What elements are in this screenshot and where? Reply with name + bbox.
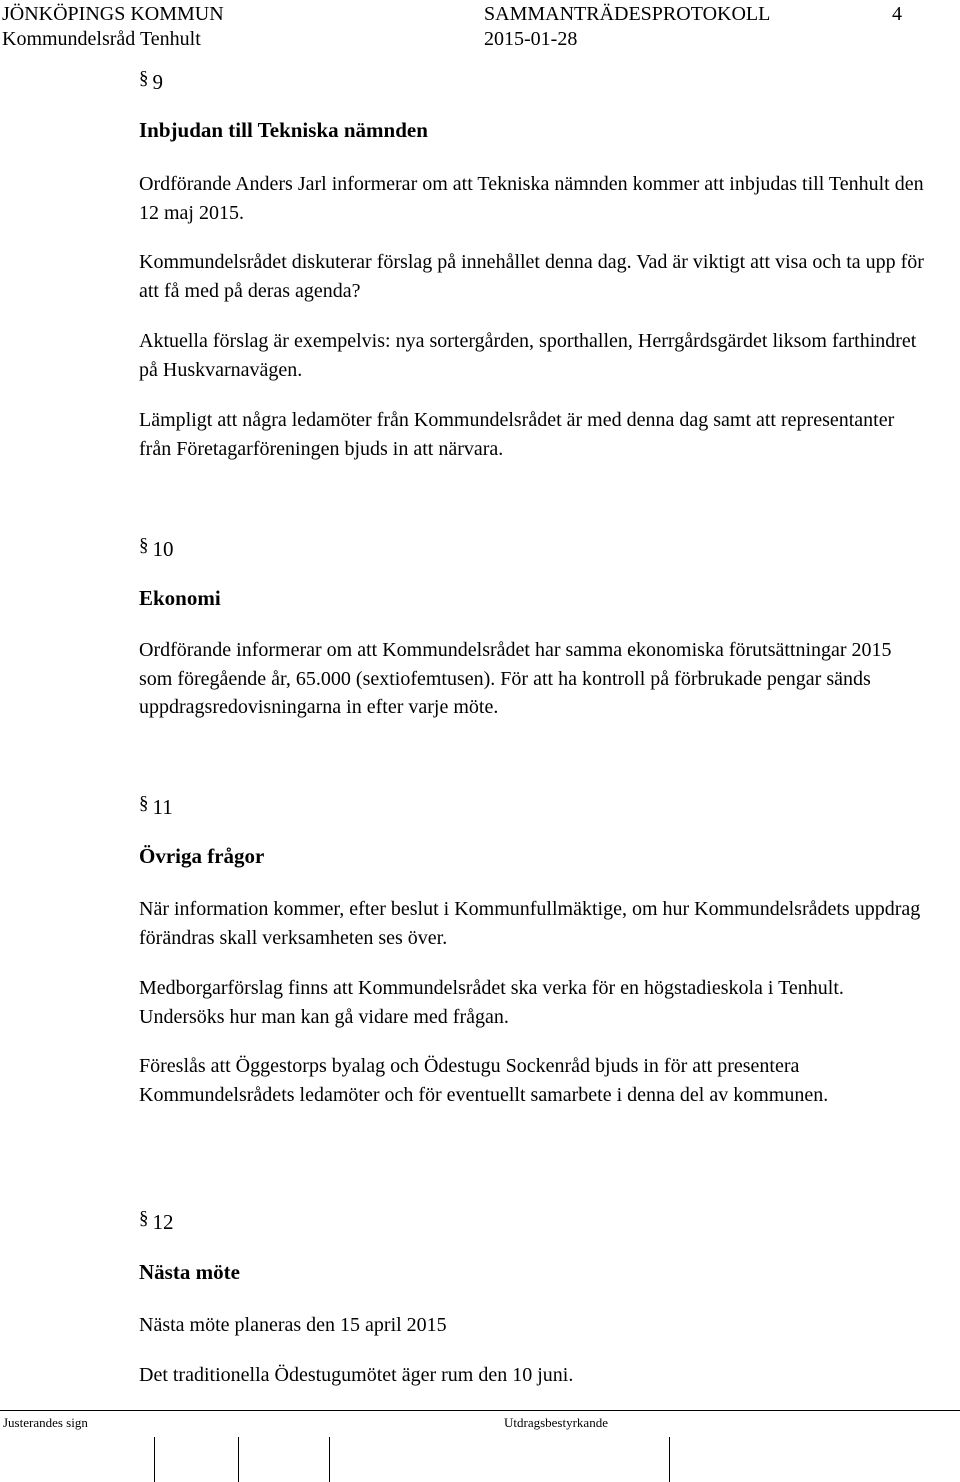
justerandes-sign-label: Justerandes sign bbox=[3, 1415, 88, 1430]
utdragsbestyrkande-label: Utdragsbestyrkande bbox=[504, 1415, 608, 1430]
section-sign-icon: § bbox=[139, 793, 149, 814]
section-number-text: 12 bbox=[152, 1210, 174, 1234]
paragraph: Medborgarförslag finns att Kommundelsrådet ska verka för en högstadieskola i Tenhult. Undersöks hur man kan gå vidare med frågan. bbox=[139, 977, 844, 1028]
footer-divider bbox=[0, 1410, 960, 1411]
section-number-9 bbox=[139, 70, 163, 95]
section-sign-icon: § bbox=[139, 1208, 149, 1229]
paragraph: Kommundelsrådet diskuterar förslag på innehållet denna dag. Vad är viktigt att visa och ta upp för att få med på deras agenda? bbox=[139, 251, 924, 302]
signature-field-divider bbox=[238, 1437, 239, 1482]
paragraph: Aktuella förslag är exempelvis: nya sortergården, sporthallen, Herrgårdsgärdet liksom farthindret på Huskvarnavägen. bbox=[139, 330, 917, 381]
section-number-text: 11 bbox=[152, 795, 173, 819]
section-title-12: Nästa möte bbox=[139, 1260, 240, 1284]
signature-field-divider bbox=[154, 1437, 155, 1482]
section-number-11 bbox=[139, 795, 173, 820]
section-title-9: Inbjudan till Tekniska nämnden bbox=[139, 118, 428, 142]
signature-field-divider bbox=[329, 1437, 330, 1482]
document-type: SAMMANTRÄDESPROTOKOLL bbox=[484, 3, 771, 25]
committee-name: Kommundelsråd Tenhult bbox=[2, 28, 201, 50]
section-number-12 bbox=[139, 1210, 174, 1235]
paragraph: Föreslås att Öggestorps byalag och Ödestugu Sockenråd bjuds in för att presentera Kommundelsrådets ledamöter och för eventuellt samarbete i denna del av kommunen. bbox=[139, 1055, 829, 1106]
paragraph: Nästa möte planeras den 15 april 2015 bbox=[139, 1314, 447, 1336]
section-sign-icon: § bbox=[139, 68, 149, 89]
paragraph: När information kommer, efter beslut i Kommunfullmäktige, om hur Kommundelsrådets uppdrag förändras skall verksamheten ses över. bbox=[139, 898, 921, 949]
section-title-10: Ekonomi bbox=[139, 586, 221, 610]
paragraph: Det traditionella Ödestugumötet äger rum den 10 juni. bbox=[139, 1364, 574, 1386]
meeting-date: 2015-01-28 bbox=[484, 28, 578, 50]
paragraph: Ordförande informerar om att Kommundelsrådet har samma ekonomiska förutsättningar 2015 som föregående år, 65.000 (sextiofemtusen). För att ha kontroll på förbrukade pengar sänds uppdragsredovisningarna in efter varje möte. bbox=[139, 639, 892, 718]
paragraph: Lämpligt att några ledamöter från Kommundelsrådet är med denna dag samt att representanter från Företagarföreningen bjuds in att närvara. bbox=[139, 409, 895, 460]
paragraph: Ordförande Anders Jarl informerar om att Tekniska nämnden kommer att inbjudas till Tenhult den 12 maj 2015. bbox=[139, 173, 924, 224]
page-number: 4 bbox=[892, 3, 902, 25]
signature-field-divider bbox=[669, 1437, 670, 1482]
section-title-11: Övriga frågor bbox=[139, 844, 265, 868]
section-number-text: 10 bbox=[152, 537, 174, 561]
section-number-10 bbox=[139, 537, 174, 562]
organization-name: JÖNKÖPINGS KOMMUN bbox=[2, 3, 224, 25]
section-sign-icon: § bbox=[139, 535, 149, 556]
section-number-text: 9 bbox=[152, 70, 163, 94]
